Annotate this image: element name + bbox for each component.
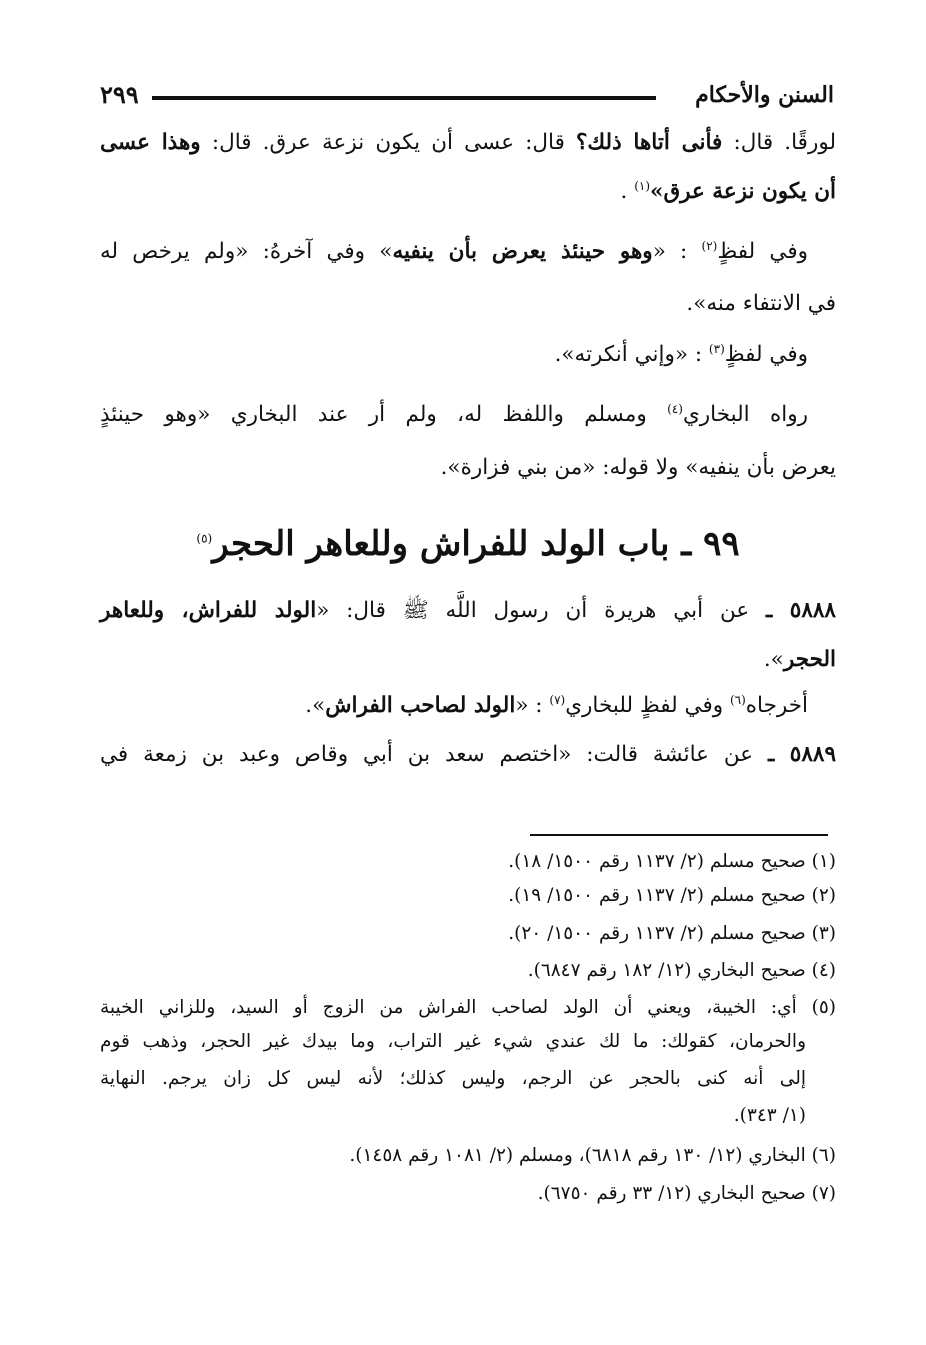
footnote-5-line-1: (٥) أي: الخيبة، ويعني أن الولد لصاحب الفراش من الزوج أو السيد، وللزاني الخيبة [100,997,836,1018]
text-segment: : « [515,693,550,718]
footnote-5-line-2: والحرمان، كقولك: ما لك عندي شيء غير التراب، وما بيدك غير الحجر، وذهب قوم [100,1031,806,1052]
quote-bold: الولد لصاحب الفراش [325,693,516,718]
text-segment: عن أبي هريرة أن رسول اللَّه ﷺ قال: « [316,598,766,623]
text-segment: ». [763,647,784,672]
text-line-4 [100,288,836,320]
hadith-number: ٥٨٨٩ ـ [767,742,836,767]
page-header [100,78,834,118]
chapter-heading [100,520,836,568]
footnote-ref: (٣) [708,341,725,356]
quote-bold: الولد للفراش، وللعاهر [100,598,317,623]
text-line-1 [100,127,836,159]
hadith-5889-line-1 [100,739,836,771]
text-segment: ». [305,693,326,718]
text-segment: : «ولم يرخص له [100,239,270,264]
footnote-6: (٦) البخاري (١٢/ ١٣٠ رقم ٦٨١٨)، ومسلم (٢/ ١٠٨١ رقم ١٤٥٨). [349,1145,836,1166]
text-segment: عن عائشة قالت: «اختصم سعد بن أبي وقاص وعبد بن زمعة في [100,742,768,767]
footnote-1: (١) صحيح مسلم (٢/ ١١٣٧ رقم ١٥٠٠/ ١٨). [508,851,836,872]
text-segment: ومسلم واللفظ له، ولم أر عند البخاري «وهو حينئذٍ [100,402,668,427]
running-head: السنن والأحكام [695,82,834,108]
text-line-6 [100,399,808,431]
text-segment: وفي لفظٍ [717,239,808,264]
text-segment: : « [652,239,702,264]
text-segment: » وفي آخرهُ [269,239,393,264]
footnote-4: (٤) صحيح البخاري (١٢/ ١٨٢ رقم ٦٨٤٧). [527,960,836,981]
text-segment: في الانتفاء منه». [686,291,836,316]
text-segment: وفي لفظٍ للبخاري [565,693,730,718]
text-line-2 [100,176,836,208]
text-segment: : «وإني أنكرته». [554,342,709,367]
quote-bold: أن يكون نزعة عرق» [650,179,836,204]
footnote-5-line-3: إلى أنه كنى بالحجر عن الرجم، وليس كذلك؛ لأنه ليس كل زان يرجم. النهاية [100,1068,806,1089]
footnote-ref: (١) [634,178,651,193]
text-line-7 [100,452,836,484]
text-segment: أخرجاه [745,693,808,718]
text-segment: قال: عسى أن يكون نزعة عرق. قال: [200,130,576,155]
text-segment: لورقًا. قال: [722,130,836,155]
footnote-7: (٧) صحيح البخاري (١٢/ ٣٣ رقم ٦٧٥٠). [537,1183,836,1204]
footnote-3: (٣) صحيح مسلم (٢/ ١١٣٧ رقم ١٥٠٠/ ٢٠). [508,923,836,944]
footnote-ref: (٤) [667,401,683,416]
footnote-separator [530,834,828,836]
page-number: ٢٩٩ [100,80,139,109]
footnote-ref: (٥) [196,531,213,546]
footnote-2: (٢) صحيح مسلم (٢/ ١١٣٧ رقم ١٥٠٠/ ١٩). [508,885,836,906]
hadith-5888-line-1 [100,595,836,627]
text-segment: . [620,179,635,204]
text-line-3 [100,236,808,268]
text-line-5 [100,339,808,371]
quote-bold: وهذا عسى [100,130,201,155]
text-segment: وفي لفظٍ [724,342,808,367]
text-line-10 [100,690,808,722]
header-rule [152,96,656,100]
quote-bold: وهو حينئذ يعرض بأن ينفيه [392,239,653,264]
footnote-ref: (٦) [729,692,746,707]
footnote-5-line-4: (١/ ٣٤٣). [733,1105,806,1126]
text-segment: يعرض بأن ينفيه» ولا قوله: «من بني فزارة». [440,455,836,480]
text-segment: رواه البخاري [682,402,808,427]
quote-bold: الحجر [783,647,836,672]
chapter-title: ٩٩ ـ باب الولد للفراش وللعاهر الحجر [212,524,740,564]
footnote-ref: (٧) [549,692,566,707]
quote-bold: فأنى أتاها ذلك؟ [575,130,723,155]
hadith-5888-line-2 [100,644,836,676]
footnote-ref: (٢) [701,238,718,253]
hadith-number: ٥٨٨٨ ـ [765,598,836,623]
